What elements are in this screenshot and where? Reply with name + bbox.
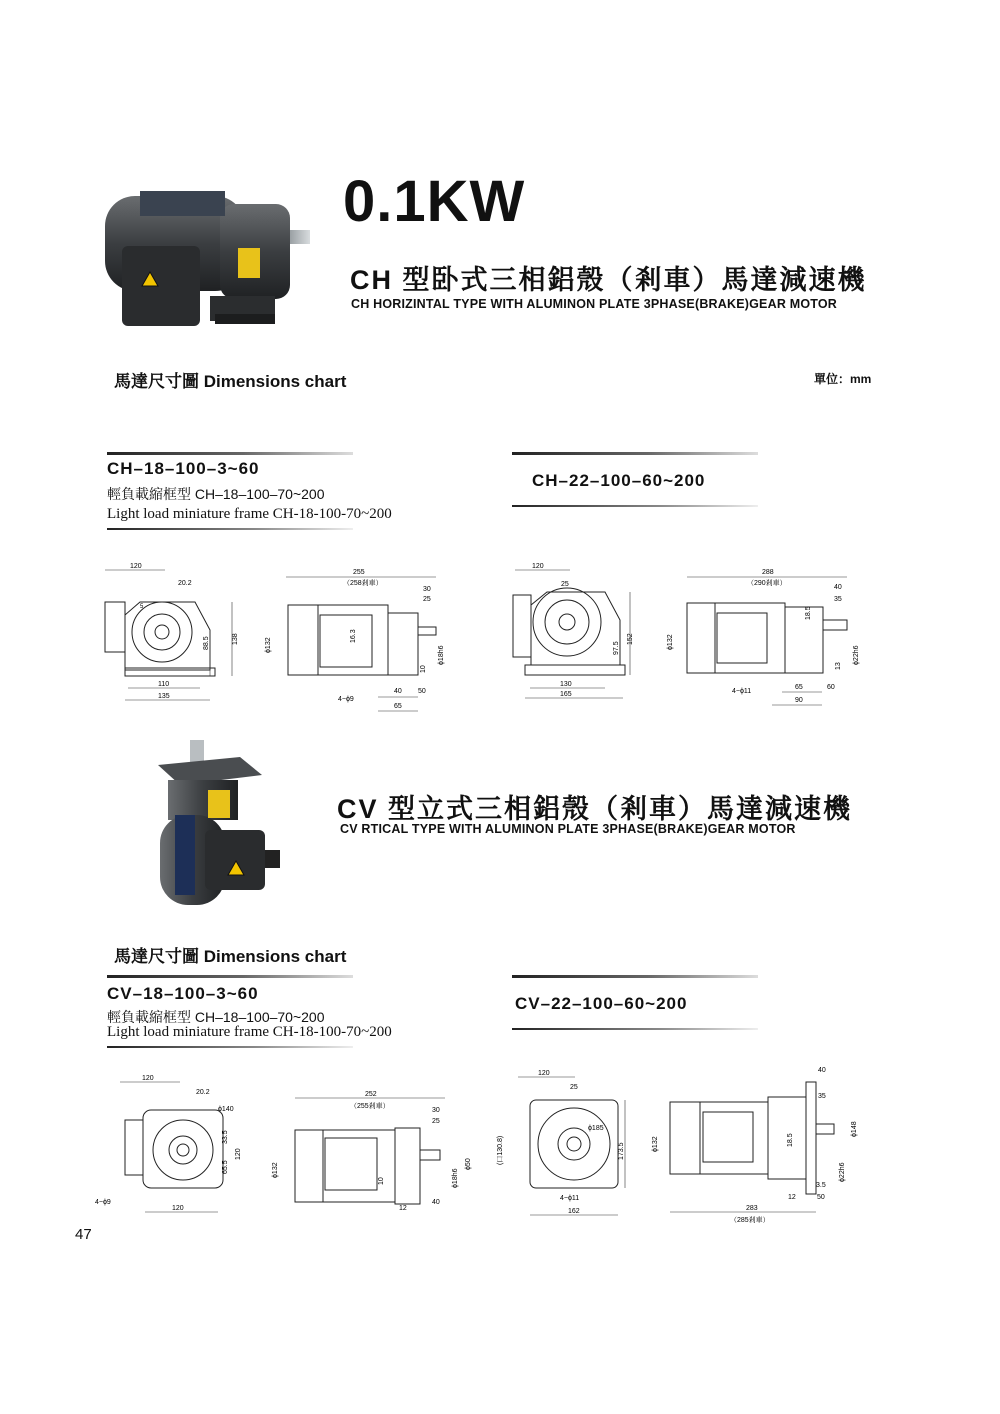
ch-22-front-drawing — [505, 560, 655, 710]
dim-label: 60 — [827, 684, 835, 691]
power-rating: 0.1KW — [343, 169, 526, 234]
ch-title-cn: CH 型卧式三相鋁殼（剎車）馬達減速機 — [350, 265, 867, 295]
cv-model-a-cn: 輕負載縮框型 CH–18–100–70~200 — [107, 1009, 325, 1025]
dim-label: 88.5 — [203, 636, 210, 650]
dim-label: 40 — [432, 1199, 440, 1206]
dim-label: （258剎車） — [343, 580, 383, 587]
dim-label: 120 — [538, 1070, 550, 1077]
cv-18-front-drawing — [90, 1070, 255, 1220]
dim-label: ϕ22h6 — [853, 645, 860, 665]
dim-label: ϕ50 — [465, 1158, 472, 1170]
dim-label: ϕ148 — [851, 1121, 858, 1137]
ch-section-heading: 馬達尺寸圖 Dimensions chart — [114, 372, 347, 391]
dim-label: 10 — [378, 1177, 385, 1185]
dim-label: 283 — [746, 1205, 758, 1212]
dim-label: 13 — [835, 662, 842, 670]
cv-section-heading: 馬達尺寸圖 Dimensions chart — [114, 947, 347, 966]
dim-label: 165 — [560, 691, 572, 698]
cv-18-side-drawing — [265, 1080, 480, 1215]
ch-motor-photo — [100, 186, 315, 336]
dim-label: 162 — [568, 1208, 580, 1215]
dim-label: 20.2 — [196, 1089, 210, 1096]
divider — [512, 975, 758, 978]
dim-label: 16.3 — [350, 629, 357, 643]
dim-label: 35 — [834, 596, 842, 603]
dim-label: 110 — [158, 681, 170, 688]
dim-label: 288 — [762, 569, 774, 576]
dim-label: 255 — [353, 569, 365, 576]
ch-18-front-drawing — [100, 560, 260, 710]
dim-label: 33.5 — [222, 1130, 229, 1144]
dim-label: 50 — [418, 688, 426, 695]
dim-label: 50 — [817, 1194, 825, 1201]
divider — [107, 452, 353, 455]
divider — [107, 528, 353, 530]
dim-label: ϕ132 — [272, 1162, 279, 1178]
cv-motor-photo — [150, 735, 285, 915]
cv-model-a-en: Light load miniature frame CH-18-100-70~200 — [107, 1024, 392, 1040]
dim-label: ϕ132 — [265, 637, 272, 653]
dim-label: 12 — [399, 1205, 407, 1212]
dim-label: ϕ132 — [667, 634, 674, 650]
ch-model-b: CH–22–100–60~200 — [532, 471, 706, 490]
cv-title-cn: CV 型立式三相鋁殼（剎車）馬達減速機 — [337, 794, 853, 824]
dim-label: 40 — [394, 688, 402, 695]
dim-label: 120 — [532, 563, 544, 570]
dim-label: 30 — [423, 586, 431, 593]
dim-label: 65 — [795, 684, 803, 691]
dim-label: 25 — [561, 581, 569, 588]
ch-model-a-en: Light load miniature frame CH-18-100-70~200 — [107, 506, 392, 522]
dim-label: (口130.8) — [497, 1135, 504, 1165]
divider — [107, 1046, 353, 1048]
dim-label: 12 — [788, 1194, 796, 1201]
cv-model-b: CV–22–100–60~200 — [515, 994, 688, 1013]
dim-label: 120 — [130, 563, 142, 570]
dim-label: ϕ22h6 — [839, 1162, 846, 1182]
dim-label: 252 — [365, 1091, 377, 1098]
dim-label: 97.5 — [613, 641, 620, 655]
dim-label: 35 — [818, 1093, 826, 1100]
dim-label: 120 — [235, 1148, 242, 1160]
unit-label: 單位：mm — [814, 372, 872, 386]
dim-label: 40 — [834, 584, 842, 591]
dim-label: 25 — [423, 596, 431, 603]
dim-label: 3.5 — [816, 1182, 826, 1189]
dim-label: 4−ϕ9 — [338, 696, 354, 703]
dim-label: 25 — [570, 1084, 578, 1091]
dim-label: ϕ132 — [652, 1136, 659, 1152]
cv-model-a: CV–18–100–3~60 — [107, 984, 259, 1003]
dim-label: 173.5 — [618, 1142, 625, 1160]
ch-model-a-cn: 輕負載縮框型 CH–18–100–70~200 — [107, 486, 325, 502]
divider — [512, 1028, 758, 1030]
dim-label: 135 — [158, 693, 170, 700]
dim-label: 4−ϕ11 — [560, 1195, 580, 1202]
dim-label: ϕ140 — [218, 1106, 234, 1113]
dim-label: 10 — [420, 665, 427, 673]
dim-label: 130 — [560, 681, 572, 688]
divider — [107, 975, 353, 978]
cv-title-en: CV RTICAL TYPE WITH ALUMINON PLATE 3PHASE(BRAKE)GEAR MOTOR — [340, 822, 796, 836]
dim-label: （255剎車） — [350, 1103, 390, 1110]
dim-label: 25 — [432, 1118, 440, 1125]
dim-label: ϕ185 — [588, 1125, 604, 1132]
dim-label: 90 — [795, 697, 803, 704]
dim-label: 4−ϕ11 — [732, 688, 752, 695]
cv-22-side-drawing — [650, 1062, 865, 1227]
dim-label: 120 — [172, 1205, 184, 1212]
dim-label: 5 — [140, 604, 144, 610]
page-number: 47 — [75, 1226, 92, 1243]
dim-label: （285剎車） — [730, 1217, 770, 1224]
dim-label: 120 — [142, 1075, 154, 1082]
dim-label: 138 — [232, 633, 239, 645]
dim-label: ϕ18h6 — [452, 1168, 459, 1188]
ch-18-side-drawing — [258, 565, 458, 715]
dim-label: ϕ18h6 — [438, 645, 445, 665]
dim-label: （290剎車） — [747, 580, 787, 587]
dim-label: 20.2 — [178, 580, 192, 587]
divider — [512, 452, 758, 455]
dim-label: 65.5 — [222, 1160, 229, 1174]
dim-label: 18.5 — [787, 1133, 794, 1147]
dim-label: 30 — [432, 1107, 440, 1114]
cv-22-front-drawing — [490, 1065, 640, 1220]
ch-model-a: CH–18–100–3~60 — [107, 459, 260, 478]
dim-label: 65 — [394, 703, 402, 710]
ch-title-en: CH HORIZINTAL TYPE WITH ALUMINON PLATE 3PHASE(BRAKE)GEAR MOTOR — [351, 297, 838, 311]
dim-label: 40 — [818, 1067, 826, 1074]
dim-label: 152 — [627, 633, 634, 645]
dim-label: 18.5 — [805, 606, 812, 620]
dim-label: 4−ϕ9 — [95, 1199, 111, 1206]
ch-22-side-drawing — [662, 565, 877, 715]
divider — [512, 505, 758, 507]
